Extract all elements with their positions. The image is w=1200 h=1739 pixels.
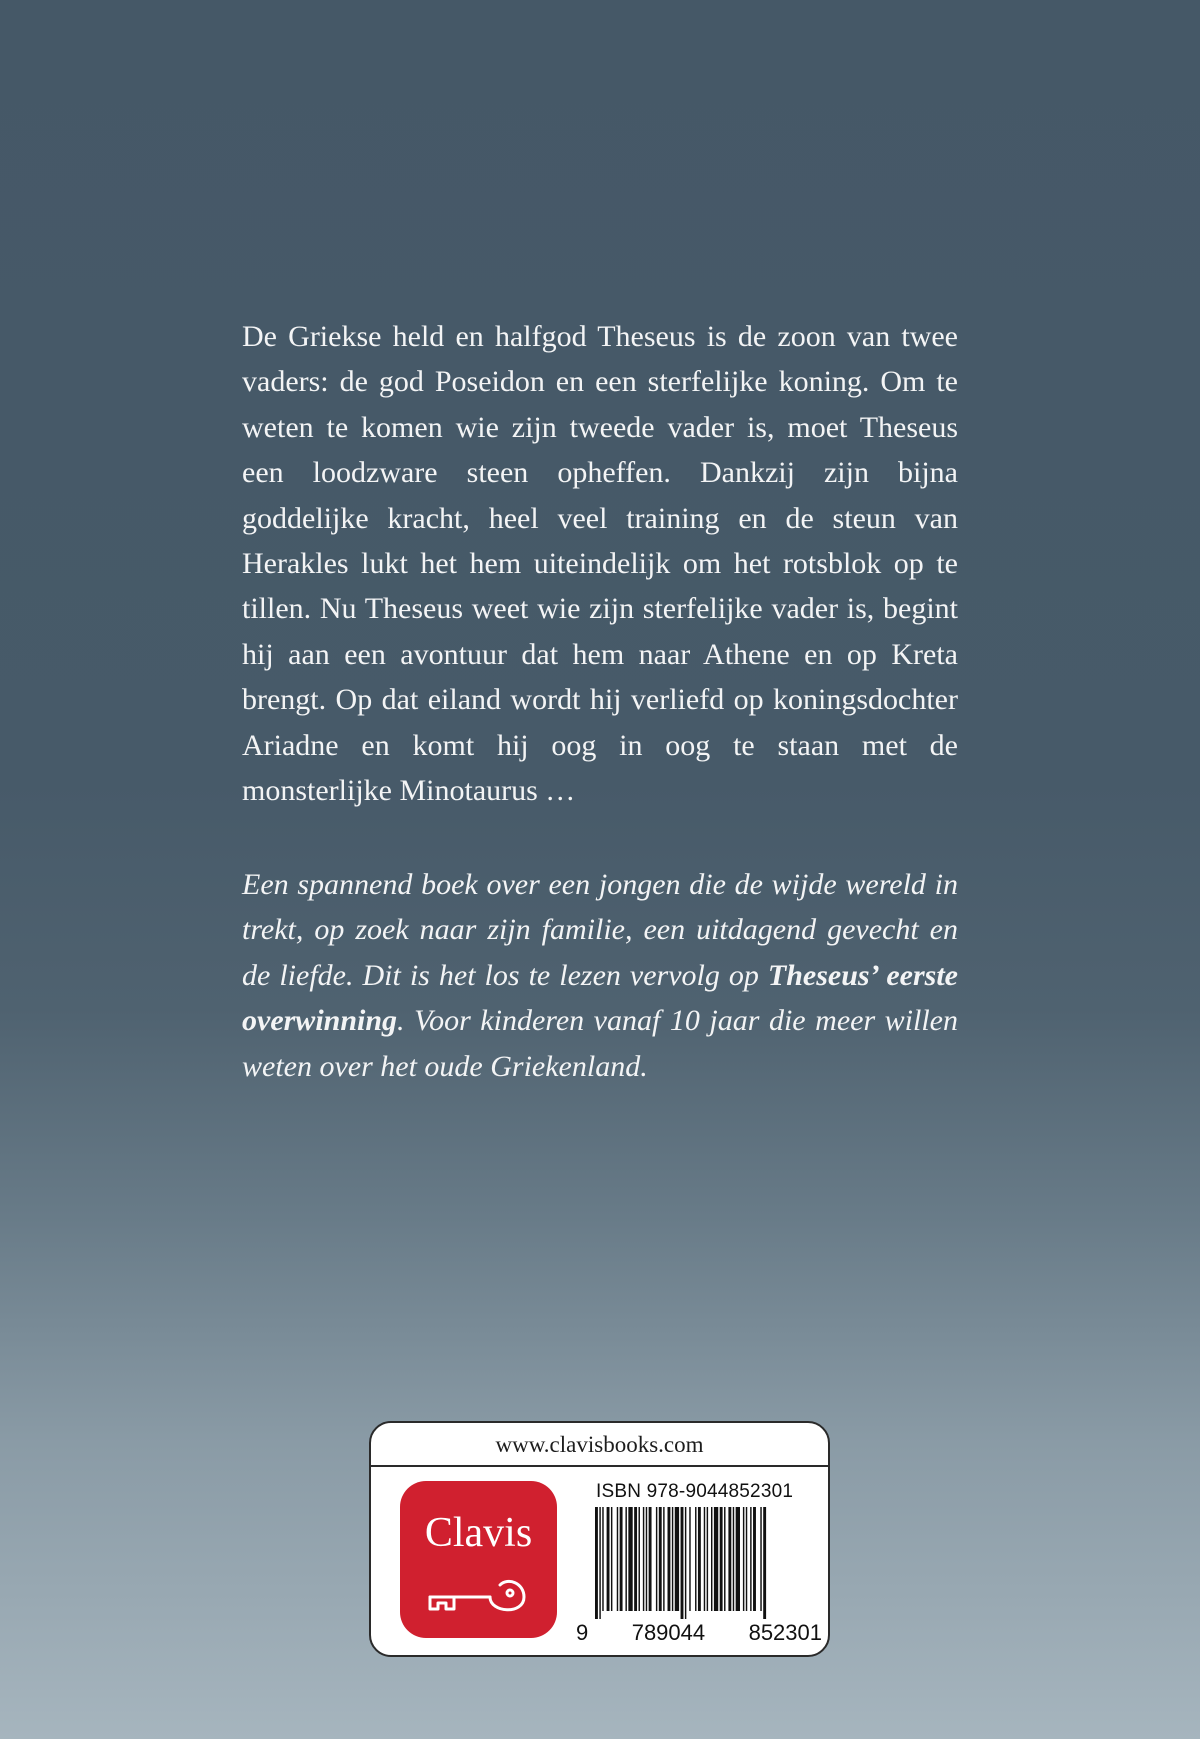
barcode-bar: [750, 1507, 751, 1611]
barcode-bar: [695, 1507, 696, 1611]
logo-wordmark: Clavis: [424, 1510, 533, 1556]
barcode-digit-prefix: 9: [576, 1620, 589, 1645]
barcode-bar: [659, 1507, 662, 1611]
tagline-text: [242, 862, 958, 1089]
barcode-bar: [711, 1507, 712, 1611]
barcode-bar: [685, 1507, 686, 1619]
barcode-bar: [617, 1507, 618, 1611]
barcode-digits: [576, 1620, 822, 1646]
tagline-part-1: Een spannend boek over een jongen die de wijde wereld in trekt, op zoek naar zijn familie, een uitdagend gevecht en de liefde. Dit is het los te lezen vervolg op: [242, 868, 958, 992]
barcode-bar: [611, 1507, 612, 1611]
barcode-bar: [599, 1507, 600, 1619]
barcode-bar: [634, 1507, 637, 1611]
previous-book-title: Theseus’ eerste overwinning: [242, 958, 958, 1038]
barcode-digit-group-2: 852301: [748, 1620, 822, 1645]
barcode-bar: [733, 1507, 734, 1611]
barcode-bar: [707, 1507, 708, 1611]
blurb-text: De Griekse held en halfgod Theseus is de zoon van twee vaders: de god Poseidon en een sterfelijke koning. Om te weten te komen wie zijn tweede vader is, moet Theseus een loodzware steen opheffen. Dankzij zijn bijna goddelijke kracht, heel veel training en de steun van Herakles lukt het hem uiteindelijk om het rotsblok op te tillen. Nu Theseus weet wie zijn sterfelijke vader is, begint hij aan een avontuur dat hem naar Athene en op Kreta brengt. Op dat eiland wordt hij verliefd op koningsdochter Ariadne en komt hij oog in oog te staan met de monsterlijke Minotaurus …: [242, 320, 958, 808]
barcode-bar: [728, 1507, 731, 1611]
barcode-bar: [602, 1507, 603, 1611]
barcode-bar: [628, 1507, 632, 1611]
barcode-bar: [698, 1507, 701, 1611]
clavis-logo: [400, 1481, 557, 1638]
barcode-label: [369, 1421, 830, 1657]
barcode-digit-group-1: 789044: [631, 1620, 706, 1645]
barcode-bar: [675, 1507, 679, 1611]
barcode-bar: [672, 1507, 673, 1611]
barcode-bar: [753, 1507, 756, 1611]
barcode-bar: [689, 1507, 690, 1611]
barcode-bar: [595, 1507, 598, 1619]
publisher-url[interactable]: www.clavisbooks.com: [371, 1423, 828, 1467]
barcode-bar: [760, 1507, 761, 1611]
tagline-part-2: . Voor kinderen vanaf 10 jaar die meer willen weten over het oude Griekenland.: [242, 1004, 958, 1083]
barcode-bar: [681, 1507, 684, 1619]
barcode-bar: [620, 1507, 623, 1611]
barcode-bar: [763, 1507, 766, 1619]
barcode-bar: [643, 1507, 644, 1611]
barcode-bar: [625, 1507, 626, 1611]
barcode-bar: [736, 1507, 740, 1611]
barcode-bar: [724, 1507, 725, 1611]
barcode-bar: [668, 1507, 671, 1611]
isbn-number: ISBN 978-9044852301: [596, 1481, 794, 1502]
barcode-bar: [714, 1507, 718, 1611]
barcode-bar: [656, 1507, 657, 1611]
key-icon: [426, 1573, 532, 1617]
barcode-bar: [746, 1507, 747, 1611]
barcode-bar: [704, 1507, 705, 1611]
barcode-bar: [607, 1507, 610, 1611]
barcode-bar: [639, 1507, 640, 1611]
barcode: [593, 1507, 813, 1619]
barcode-bar: [663, 1507, 664, 1611]
barcode-bar: [720, 1507, 723, 1611]
barcode-bar: [646, 1507, 647, 1611]
barcode-bar: [649, 1507, 652, 1611]
barcode-bar: [743, 1507, 744, 1611]
